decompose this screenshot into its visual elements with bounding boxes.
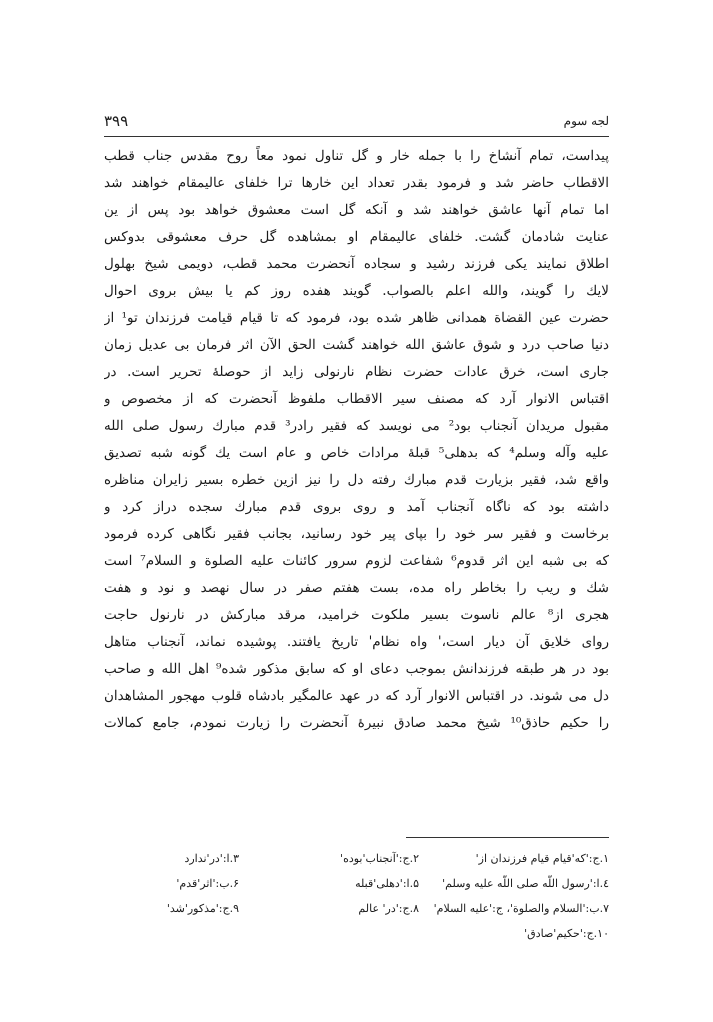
- footnote-row: [104, 921, 609, 946]
- running-title: لجه سوم: [563, 114, 609, 128]
- footnote: ۵.ا:'دهلی'قبله: [355, 877, 419, 890]
- footnote: ۷.ب:'السلام والصلوة'، ج:'علیه السلام': [433, 902, 609, 915]
- text-line: علیه وآله وسلم⁴ که بدهلی⁵ قبلهٔ مرادات خاص و عام است یك گونه شبه تصدیق: [104, 445, 609, 461]
- body-text: [104, 143, 609, 737]
- footnote: ۳.ا:'در'ندارد: [184, 852, 239, 865]
- text-line: اما تمام آنها عاشق خواهند شد و آنکه گل است معشوق خواهد بود پس از ین: [104, 202, 609, 218]
- text-line: پیداست، تمام آنشاخ را با جمله خار و گل تناول نمود معاً روح مقدس جناب قطب: [104, 148, 609, 164]
- footnote-row: [104, 846, 609, 871]
- text-line: الاقطاب حاضر شد و فرمود بقدر تعداد این خارها ترا خلفای عالیمقام خواهند شد: [104, 175, 609, 191]
- text-line: اطلاق نمایند یکی فرزند رشید و سجاده آنحضرت محمد قطب، دویمی شیخ بهلول: [104, 256, 609, 272]
- footnote: ۸.ج:'در' عالم: [358, 902, 419, 915]
- footnotes: [104, 846, 609, 946]
- text-line: جاری است، خرق عادات حضرت نظام نارنولی زاید از حوصلهٔ تحریر است. در: [104, 364, 609, 380]
- text-line: اقتباس الانوار آرد که مصنف سیر الاقطاب ملفوظ آنحضرت که از مخصوص و: [104, 391, 609, 407]
- text-line: داشته بود که ناگاه آنجناب آمد و روی بروی قدم مبارك سجده دراز کرد و: [104, 499, 609, 515]
- text-line: روای خلایق آن دیار است،' واه نظام' تاریخ یافتند. پوشیده نماند، آنجناب متاهل: [104, 634, 609, 650]
- text-line: شك و ریب را بخاطر راه مده، بست هفتم صفر در سال نهصد و نود و هفت: [104, 580, 609, 596]
- footnote: ۱.ج:'که'قیام قیام فرزندان از': [475, 852, 609, 865]
- page-header: [104, 112, 609, 132]
- footnote-row: [104, 896, 609, 921]
- text-line: برخاست و فقیر سر خود را بپای پیر خود رسانید، بجانب فقیر نگاهی کرده فرمود: [104, 526, 609, 542]
- text-line: دنیا صاحب درد و شوق عاشق الله خواهند گشت الحق الآن اثر فرمان بی عدیل زمان: [104, 337, 609, 353]
- text-line: عنایت شادمان گشت. خلفای عالیمقام او بمشاهده گل حرف معشوقی بدوکس: [104, 229, 609, 245]
- text-line: دل می شوند. در اقتباس الانوار آرد که در عهد عالمگیر بادشاه قلوب مهجور المشاهدان: [104, 688, 609, 704]
- footnote: ٤.ا:'رسول اللّه صلی اللّه علیه وسلم': [442, 877, 609, 890]
- header-rule: [104, 136, 609, 137]
- text-line: بود در هر طبقه فرزندانش بموجب دعای او که سابق مذکور شده⁹ اهل الله و صاحب: [104, 661, 609, 677]
- page-number: ۳۹۹: [104, 112, 129, 130]
- text-line: واقع شد، فقیر بزیارت قدم مبارك رفته دل را نیز ازین خطره بسیر زایران مناظره: [104, 472, 609, 488]
- footnote-row: [104, 871, 609, 896]
- text-line: لایك را گویند، والله اعلم بالصواب. گویند هفده روز کم یا بیش بروی احوال: [104, 283, 609, 299]
- text-line: حضرت عین القضاة همدانی ظاهر شده بود، فرمود که تا قیام قیامت فرزندان تو¹ از: [104, 310, 609, 326]
- text-line: را حکیم حاذق¹⁰ شیخ محمد صادق نبیرهٔ آنحضرت را زیارت نمودم، جامع کمالات: [104, 715, 609, 731]
- footnote: ۱۰.ج:'حکیم'صادق': [524, 927, 609, 940]
- footnote: ۶.ب:'اثر'قدم': [176, 877, 239, 890]
- footnote-rule: [406, 837, 609, 838]
- text-line: مقبول مریدان آنجناب بود² می نویسد که فقیر رادر³ قدم مبارك رسول صلی الله: [104, 418, 609, 434]
- footnote: ۲.ج:'آنجناب'بوده': [340, 852, 419, 865]
- text-line: هجری از⁸ عالم ناسوت بسیر ملکوت خرامید، مرقد مبارکش در نارنول حاجت: [104, 607, 609, 623]
- footnote: ۹.ج:'مذکور'شد': [166, 902, 239, 915]
- text-line: که بی شبه این اثر قدوم⁶ شفاعت لزوم سرور کائنات علیه الصلوة و السلام⁷ است: [104, 553, 609, 569]
